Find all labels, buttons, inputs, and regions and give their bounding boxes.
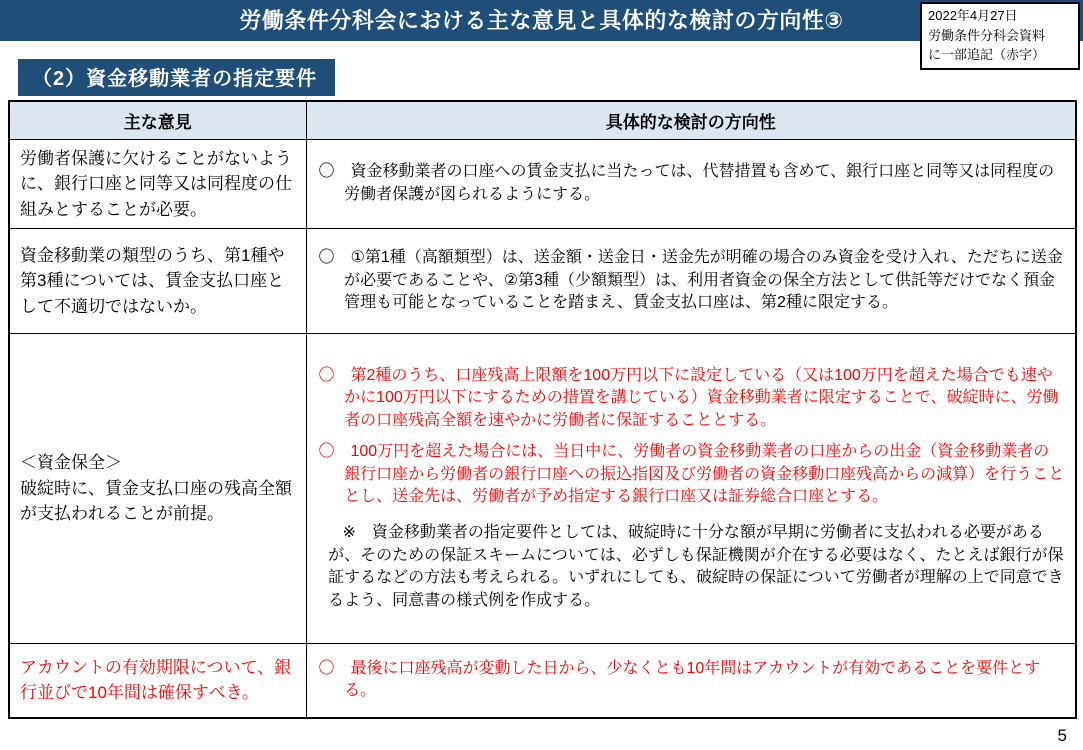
opinion-cell: [9, 334, 306, 644]
annotation-box: [920, 2, 1080, 70]
page-title: 労働条件分科会における主な意見と具体的な検討の方向性③: [239, 8, 844, 33]
page-number: 5: [1057, 726, 1067, 745]
column-header-opinions: 主な意見: [9, 101, 306, 139]
column-header-directions: 具体的な検討の方向性: [306, 101, 1076, 139]
opinion-text: 資金移動業の類型のうち、第1種や第3種については、賃金支払口座として不適切ではないか。: [20, 245, 285, 316]
opinion-text: 労働者保護に欠けることがないように、銀行口座と同等又は同程度の仕組みとすることが必要。: [20, 148, 292, 219]
opinion-cell: [9, 139, 306, 229]
table-row: [9, 229, 1076, 334]
opinion-text: ＜資金保全＞: [20, 453, 122, 473]
direction-item: 〇 100万円を超えた場合には、当日中に、労働者の資金移動業者の口座からの出金（資金移動業者の銀行口座から労働者の銀行口座への振込指図及び労働者の資金移動口座残高からの減算）を行うこととし、送金先は、労働者が予め指定する銀行口座又は証券総合口座とする。: [318, 443, 1065, 505]
annotation-line: 労働条件分科会資料: [928, 27, 1046, 43]
table-row: [9, 334, 1076, 644]
note-item: ※ 資金移動業者の指定要件としては、破綻時に十分な額が早期に労働者に支払われる必要があるが、そのための保証スキームについては、必ずしも保証機関が介在する必要はなく、たとえば銀行が保証するなどの方法も考えられる。いずれにしても、破綻時の保証について労働者が理解の上で同意できるよう、同意書の様式例を作成する。: [328, 524, 1064, 609]
annotation-line: 2022年4月27日: [928, 8, 1018, 23]
direction-cell: [306, 139, 1076, 229]
direction-item: 〇 最後に口座残高が変動した日から、少なくとも10年間はアカウントが有効であることを要件とする。: [318, 659, 1041, 700]
direction-cell: [306, 644, 1076, 718]
direction-item: 〇 第2種のうち、口座残高上限額を100万円以下に設定している（又は100万円を超えた場合でも速やかに100万円以下にするための措置を講じている）資金移動業者に限定することで、破綻時に、労働者の口座残高全額を速やかに労働者に保証することとする。: [318, 367, 1059, 429]
table-row: [9, 644, 1076, 718]
table-header-row: [9, 101, 1076, 139]
table-body: [9, 139, 1076, 718]
opinion-text: 破綻時に、賃金支払口座の残高全額が支払われることが前提。: [20, 478, 292, 524]
opinions-table: [8, 100, 1077, 719]
section-label: （2）資金移動業者の指定要件: [18, 59, 335, 96]
opinion-cell: [9, 644, 306, 718]
opinion-text: アカウントの有効期限について、銀行並びで10年間は確保すべき。: [20, 657, 292, 703]
direction-item: 〇 ①第1種（高額類型）は、送金額・送金日・送金先が明確の場合のみ資金を受け入れ、ただちに送金が必要であることや、②第3種（少額類型）は、利用者資金の保全方法として供託等だけでなく預金管理も可能となっていることを踏まえ、賃金支払口座は、第2種に限定する。: [318, 249, 1063, 312]
table-row: [9, 139, 1076, 229]
direction-cell: [306, 229, 1076, 334]
opinion-cell: [9, 229, 306, 334]
direction-item: 〇 資金移動業者の口座への賃金支払に当たっては、代替措置も含めて、銀行口座と同等又は同程度の労働者保護が図られるようにする。: [318, 163, 1055, 203]
annotation-line: に一部追記（赤字）: [928, 47, 1046, 62]
direction-cell: [306, 334, 1076, 644]
